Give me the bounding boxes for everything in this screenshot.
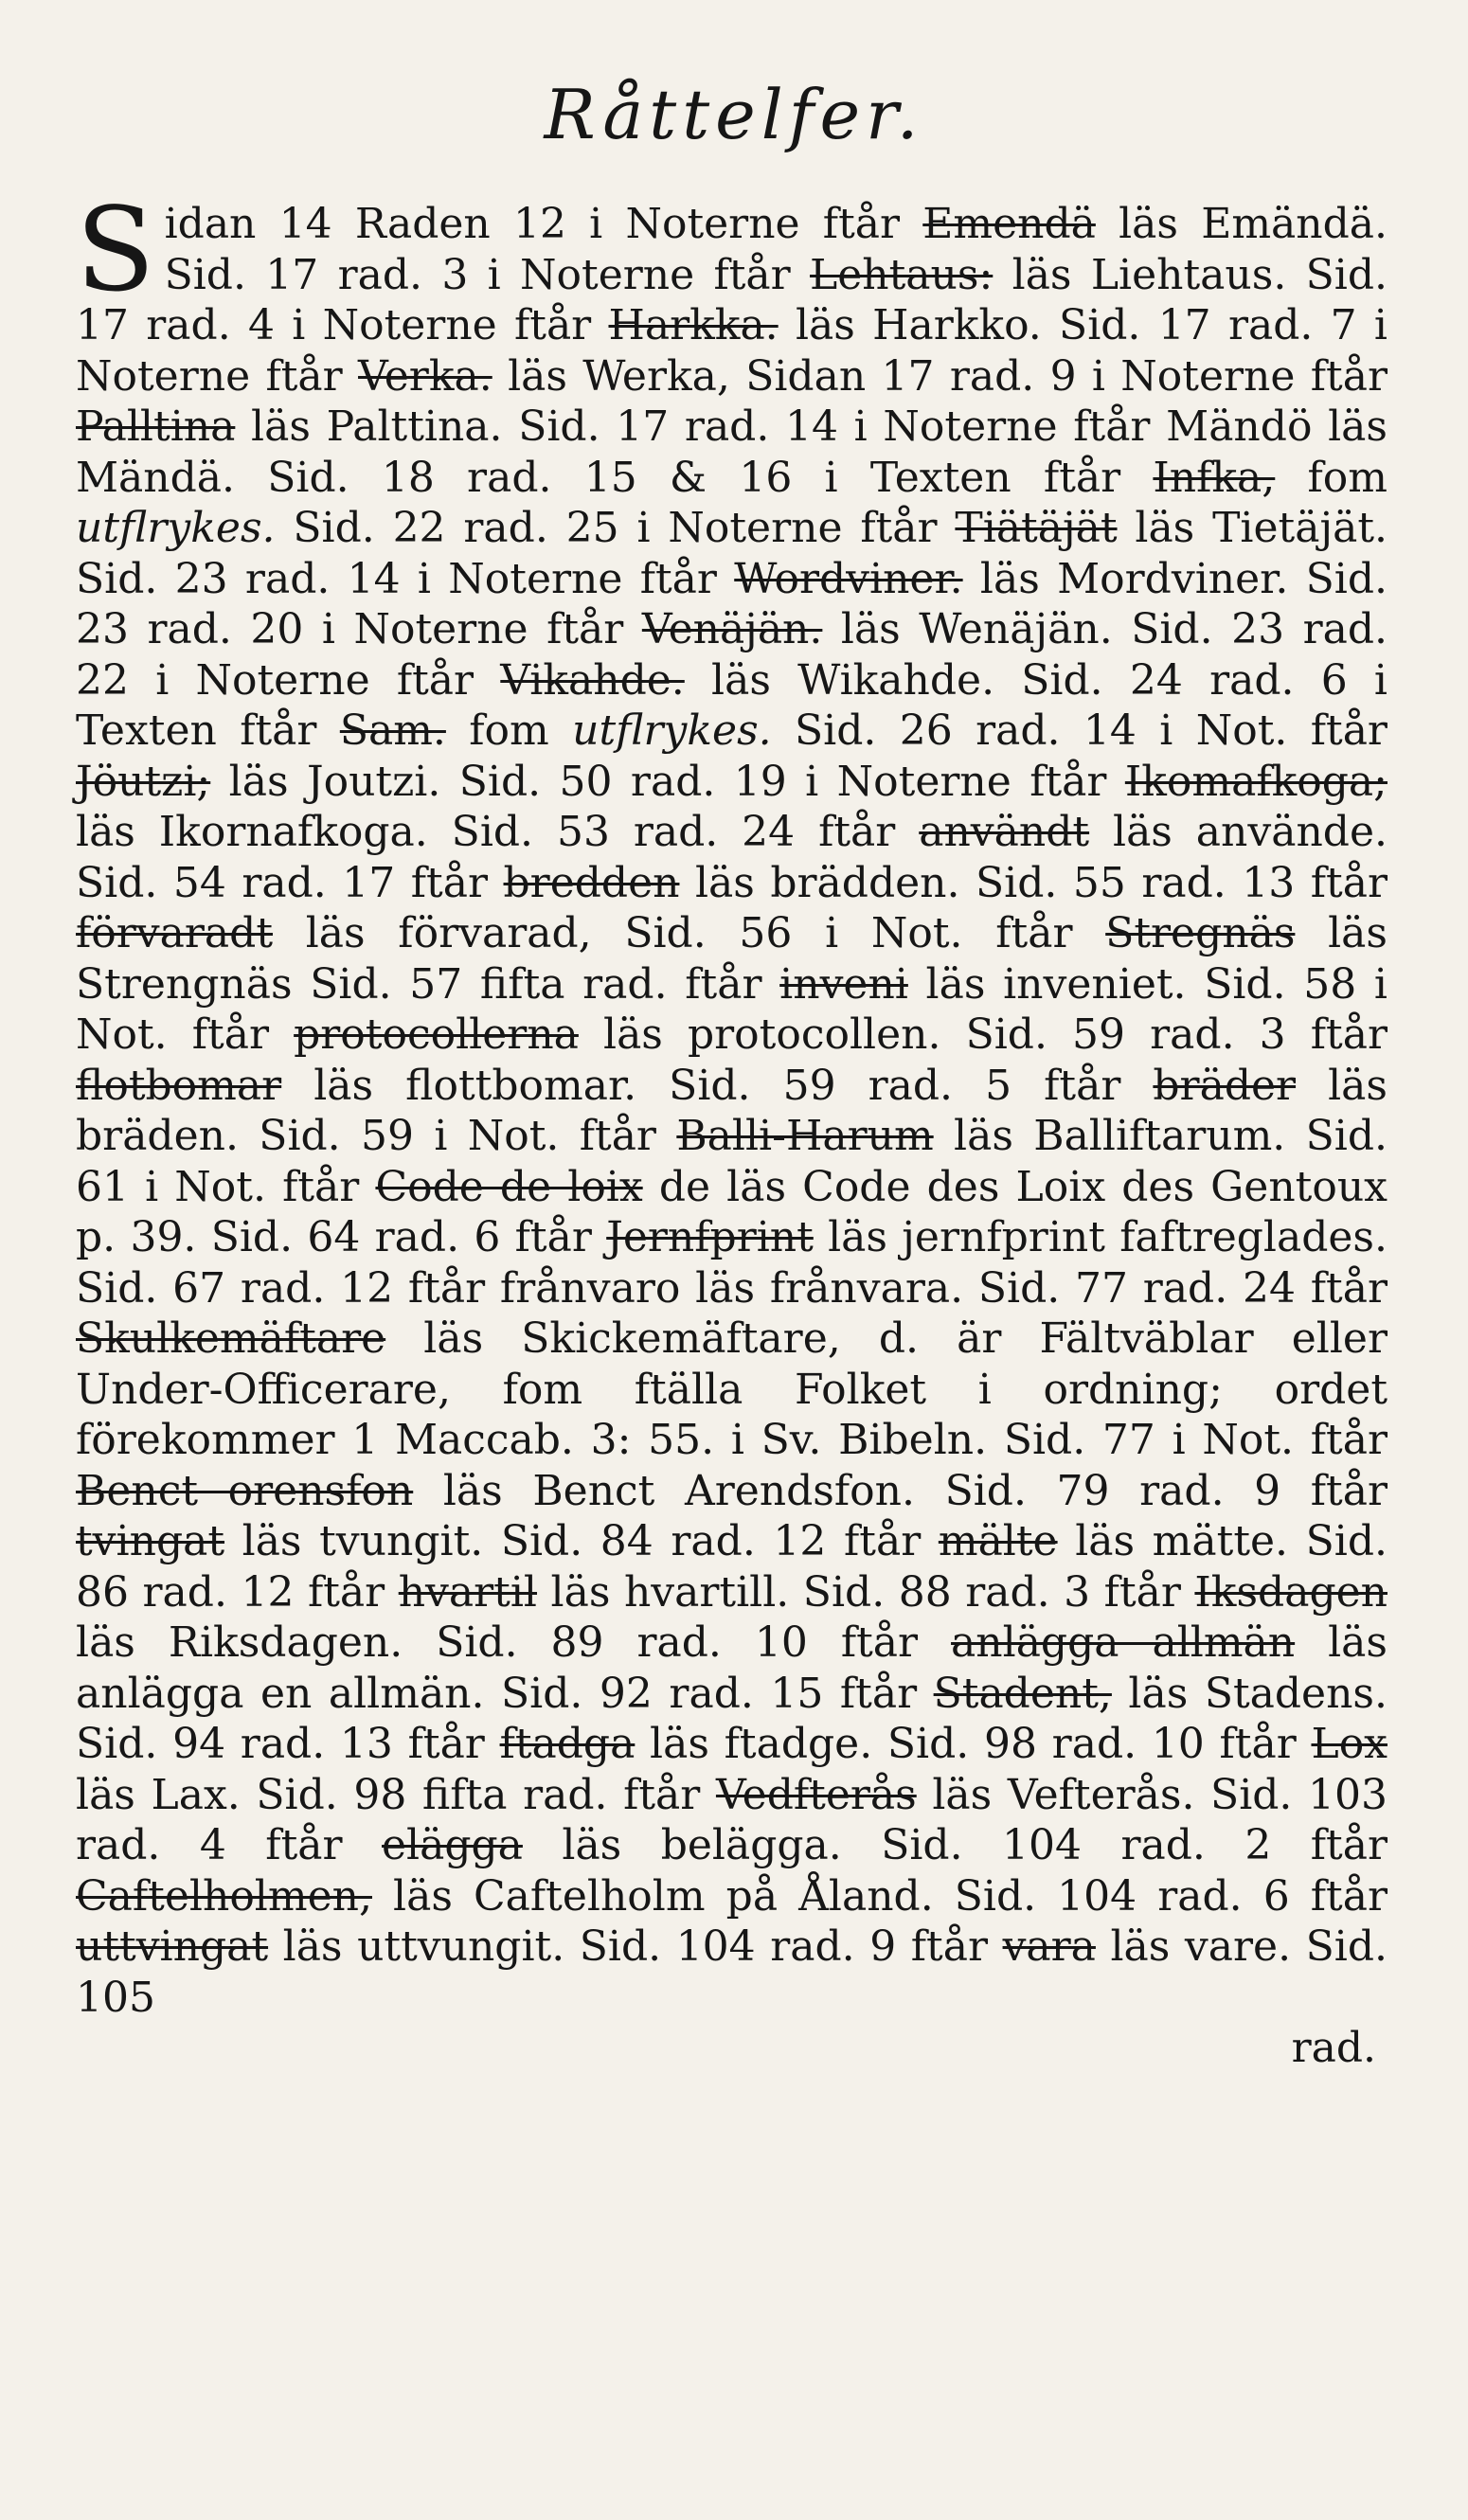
struck-erratum: anlägga allmän — [951, 1618, 1296, 1667]
text-run: läs Harkko. Sid. 17 rad. 7 i Noterne ftår — [76, 301, 1387, 401]
struck-erratum: uttvingat — [76, 1922, 269, 1971]
text-run: läs belägga. Sid. 104 rad. 2 ftår — [522, 1821, 1388, 1869]
text-run: läs jernfprint faftreglades. Sid. 67 rad. 12 ftår frånvaro läs frånvara. Sid. 77 rad. 24 ftår — [76, 1213, 1388, 1313]
text-run: idan 14 Raden 12 i Noterne ftår — [164, 200, 923, 248]
struck-erratum: mälte — [938, 1517, 1058, 1565]
text-run: läs protocollen. Sid. 59 rad. 3 ftår — [578, 1010, 1387, 1059]
errata-text — [76, 183, 1388, 2074]
text-run: läs Lax. Sid. 98 fifta rad. ftår — [76, 1770, 716, 1819]
text-run: läs Wenäjän. Sid. 23 rad. 22 i Noterne ftår — [76, 605, 1387, 705]
struck-erratum: elägga — [382, 1821, 523, 1869]
text-run: läs Liehtaus. Sid. 17 rad. 4 i Noterne ftår — [76, 250, 1387, 349]
text-run: läs Strengnäs Sid. 57 fifta rad. ftår — [76, 909, 1387, 1009]
struck-erratum: Tiätäjät — [955, 504, 1118, 552]
text-run: Sid. 26 rad. 14 i Not. ftår — [771, 706, 1387, 755]
struck-erratum: Lehtaus: — [810, 250, 994, 299]
struck-erratum: tvingat — [76, 1517, 225, 1565]
text-run: läs Palttina. Sid. 17 rad. 14 i Noterne ftår Mändö läs Mändä. Sid. 18 rad. 15 & 16 i Texten ftår — [76, 402, 1387, 502]
text-run: läs anlägga en allmän. Sid. 92 rad. 15 ftår — [76, 1618, 1387, 1718]
struck-erratum: användt — [919, 808, 1090, 856]
text-run: läs använde. Sid. 54 rad. 17 ftår — [76, 808, 1387, 907]
text-run: läs Ikornafkoga. Sid. 53 rad. 24 ftår — [76, 808, 920, 856]
text-run: läs förvarad, Sid. 56 i Not. ftår — [273, 909, 1106, 957]
struck-erratum: förvaradt — [76, 909, 274, 957]
text-run: läs Skickemäftare, d. är Fältväblar eller Under-Officerare, fom ftälla Folket i ordning; ordet förekommer 1 Maccab. 3: 55. i Sv. Bibeln. Sid. 77 i Not. ftår — [76, 1314, 1387, 1464]
text-run: läs hvartill. Sid. 88 rad. 3 ftår — [537, 1567, 1195, 1617]
text-run: läs vare. Sid. 105 — [76, 1922, 1387, 2022]
struck-erratum: protocollerna — [294, 1010, 579, 1059]
struck-erratum: Palltina — [76, 402, 236, 451]
italic-word: utflrykes. — [572, 706, 772, 755]
text-run: läs Caftelholm på Åland. Sid. 104 rad. 6 ftår — [371, 1871, 1387, 1921]
struck-erratum: Sam. — [339, 706, 446, 755]
struck-erratum: Caftelholmen, — [76, 1871, 372, 1921]
struck-erratum: Vedfterås — [715, 1770, 917, 1819]
text-run: läs bräden. Sid. 59 i Not. ftår — [76, 1061, 1387, 1160]
page-end-word: rad. — [1291, 2024, 1376, 2072]
text-run: läs tvungit. Sid. 84 rad. 12 ftår — [224, 1517, 939, 1565]
struck-erratum: Stregnäs — [1105, 909, 1296, 957]
page-title: Råttelfer. — [544, 75, 924, 154]
text-run: läs Balliftarum. Sid. 61 i Not. ftår — [76, 1112, 1387, 1211]
struck-erratum: Lox — [1311, 1720, 1387, 1768]
struck-erratum: Benct orensfon — [76, 1466, 414, 1515]
struck-erratum: Code de loix — [375, 1162, 643, 1211]
struck-erratum: Iksdagen — [1194, 1567, 1387, 1617]
text-run: läs Werka, Sidan 17 rad. 9 i Noterne ftår — [492, 351, 1387, 401]
struck-erratum: Jernfprint — [606, 1213, 814, 1261]
text-run: fom — [1275, 453, 1388, 502]
struck-erratum: Harkka. — [608, 301, 779, 349]
text-run: läs inveniet. Sid. 58 i Not. ftår — [76, 959, 1387, 1059]
text-run: läs Tietäjät. Sid. 23 rad. 14 i Noterne ftår — [76, 504, 1388, 603]
drop-cap: S — [76, 183, 155, 317]
struck-erratum: Stadent, — [933, 1669, 1112, 1718]
text-run: läs Benct Arendsfon. Sid. 79 rad. 9 ftår — [413, 1466, 1387, 1515]
text-run: läs Mordviner. Sid. 23 rad. 20 i Noterne ftår — [76, 554, 1387, 653]
struck-erratum: Jöutzi; — [76, 757, 211, 806]
text-run: läs uttvungit. Sid. 104 rad. 9 ftår — [268, 1922, 1003, 1971]
struck-erratum: Verka. — [358, 351, 492, 401]
text-run: läs Joutzi. Sid. 50 rad. 19 i Noterne ftår — [210, 757, 1125, 806]
struck-erratum: flotbomar — [76, 1061, 282, 1110]
text-run: läs mätte. Sid. 86 rad. 12 ftår — [76, 1517, 1387, 1617]
italic-word: utflrykes. — [76, 504, 276, 552]
struck-erratum: Infka, — [1153, 453, 1276, 502]
text-run: läs flottbomar. Sid. 59 rad. 5 ftår — [281, 1061, 1154, 1110]
struck-erratum: vara — [1002, 1922, 1096, 1971]
text-run: fom — [445, 706, 573, 755]
struck-erratum: Ikomafkoga; — [1124, 757, 1387, 806]
struck-erratum: Emendä — [922, 200, 1096, 248]
text-run: de läs Code des Loix des Gentoux p. 39. Sid. 64 rad. 6 ftår — [76, 1162, 1387, 1261]
text-run: Sid. 22 rad. 25 i Noterne ftår — [275, 504, 956, 552]
struck-erratum: Vikahde. — [500, 655, 685, 705]
text-run: läs Vefterås. Sid. 103 rad. 4 ftår — [76, 1770, 1388, 1869]
struck-erratum: Skulkemäftare — [76, 1314, 386, 1363]
errata-body — [76, 183, 1388, 2022]
text-run: läs brädden. Sid. 55 rad. 13 ftår — [679, 858, 1387, 907]
struck-erratum: inveni — [779, 959, 908, 1009]
text-run: läs Stadens. Sid. 94 rad. 13 ftår — [76, 1669, 1387, 1768]
text-run: läs ftadge. Sid. 98 rad. 10 ftår — [635, 1720, 1312, 1768]
struck-erratum: hvartil — [398, 1567, 538, 1617]
struck-erratum: Wordviner. — [734, 554, 963, 603]
struck-erratum: ftadga — [499, 1720, 636, 1768]
struck-erratum: Venäjän. — [641, 605, 823, 653]
struck-erratum: Balli-Harum — [676, 1112, 934, 1160]
struck-erratum: bräder — [1153, 1061, 1297, 1110]
text-run: läs Riksdagen. Sid. 89 rad. 10 ftår — [76, 1618, 952, 1667]
text-run: läs Wikahde. Sid. 24 rad. 6 i Texten ftår — [76, 655, 1388, 755]
struck-erratum: bredden — [503, 858, 680, 907]
text-run: läs Emändä. Sid. 17 rad. 3 i Noterne ftår — [164, 200, 1387, 299]
